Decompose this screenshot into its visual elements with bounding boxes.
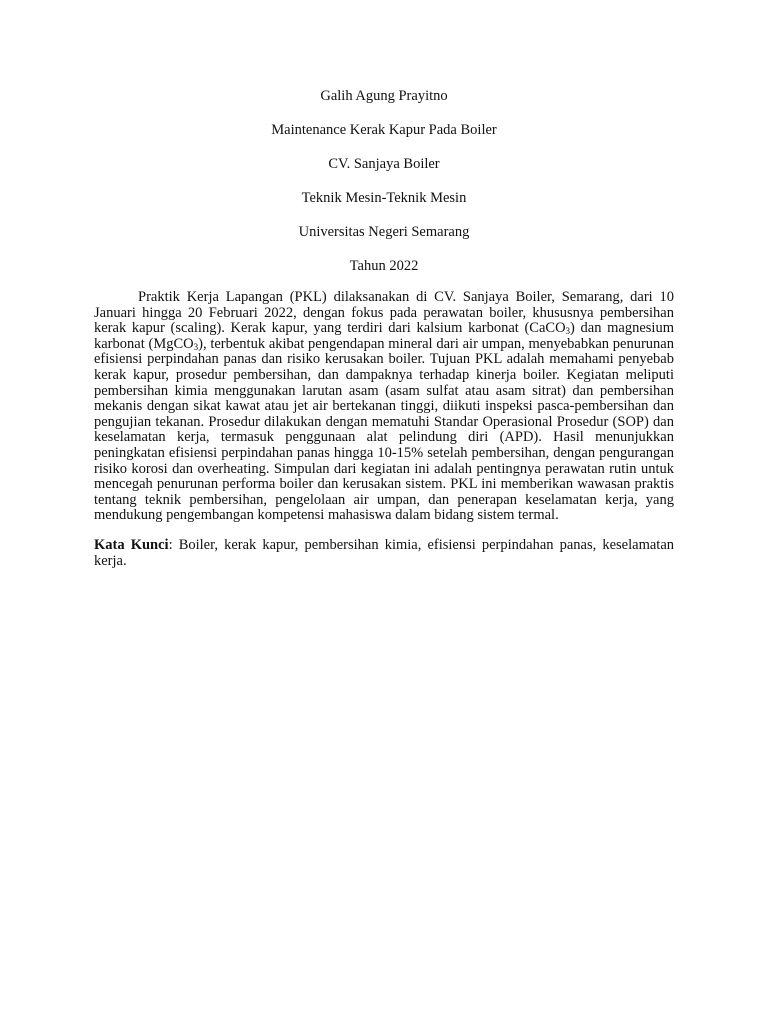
study-program: Teknik Mesin-Teknik Mesin <box>301 190 467 206</box>
keywords-text: Boiler, kerak kapur, pembersihan kimia, efisiensi perpindahan panas, keselamatan kerja. <box>94 536 675 569</box>
abstract-text-part1: Praktik Kerja Lapangan (PKL) dilaksanakan di CV. Sanjaya Boiler, Semarang, dari 10 Januari hingga 20 Februari 2022, dengan fokus pada perawatan boiler, khususnya pembersihan kerak kapur (scaling). Kerak kapur, yang terdiri dari kalsium karbonat (CaCO <box>94 289 674 337</box>
document-page <box>94 86 674 583</box>
abstract-text-part3: ), terbentuk akibat pengendapan mineral dari air umpan, menyebabkan penurunan efisiensi perpindahan panas dan risiko kerusakan boiler. Tujuan PKL adalah memahami penyebab kerak kapur, prosedur pembersihan, dan dampaknya terhadap kinerja boiler. Kegiatan meliputi pembersihan kimia menggunakan larutan asam (asam sulfat atau asam sitrat) dan pembersihan mekanis dengan sikat kawat atau jet air bertekanan tinggi, diikuti inspeksi pasca-pembersihan dan pengujian tekanan. Prosedur dilakukan dengan mematuhi Standar Operasional Prosedur (SOP) dan keselamatan kerja, termasuk penggunaan alat pelindung diri (APD). Hasil menunjukkan peningkatan efisiensi perpindahan panas hingga 10-15% setelah pembersihan, dengan pengurangan risiko korosi dan overheating. Simpulan dari kegiatan ini adalah pentingnya perawatan rutin untuk mencegah penurunan performa boiler dan kerusakan sistem. PKL ini memberikan wawasan praktis tentang teknik pembersihan, pengelolaan air umpan, dan penerapan keselamatan kerja, yang mendukung pengembangan kompetensi mahasiswa dalam bidang sistem termal. <box>94 335 674 524</box>
report-year: Tahun 2022 <box>349 258 419 274</box>
keywords-label: Kata Kunci <box>94 536 169 553</box>
abstract-paragraph <box>94 290 674 524</box>
company-name: CV. Sanjaya Boiler <box>328 156 440 172</box>
subscript-three: 3 <box>565 326 571 337</box>
subscript-three: 3 <box>193 341 199 352</box>
keywords-paragraph <box>94 537 674 569</box>
author-name: Galih Agung Prayitno <box>320 88 448 104</box>
university-name: Universitas Negeri Semarang <box>298 224 470 240</box>
abstract-text-part2: ) dan magnesium karbonat (MgCO <box>94 320 674 352</box>
report-title: Maintenance Kerak Kapur Pada Boiler <box>271 122 497 138</box>
keywords-separator: : <box>168 536 173 553</box>
